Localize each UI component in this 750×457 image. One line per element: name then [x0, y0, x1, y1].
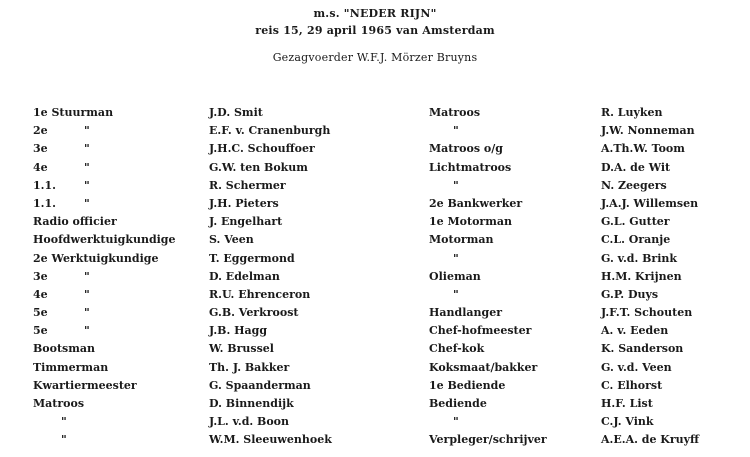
rank-column-left — [33, 104, 203, 450]
crew-rank: " — [453, 251, 459, 265]
crew-name: G. Spaanderman — [209, 378, 311, 392]
crew-rank: Koksmaat/bakker — [429, 360, 538, 374]
crew-name: A. v. Eeden — [601, 324, 669, 338]
crew-rank: 1e Bediende — [429, 378, 506, 392]
rank-label: Hoofdwerktuigkundige — [33, 233, 176, 247]
voyage-line: reis 15, 29 april 1965 van Amsterdam — [255, 24, 495, 37]
crew-rank — [33, 104, 203, 122]
crew-rank: Matroos o/g — [429, 142, 503, 156]
crew-name: K. Sanderson — [601, 342, 684, 356]
crew-rank — [33, 122, 203, 140]
crew-name: J.F.T. Schouten — [601, 306, 693, 320]
name-column-right — [601, 104, 746, 450]
crew-name: G.P. Duys — [601, 287, 659, 301]
crew-name: S. Veen — [209, 233, 254, 247]
crew-name: D. Edelman — [209, 269, 280, 283]
crew-name: J.A.J. Willemsen — [601, 196, 699, 210]
crew-name: C.L. Oranje — [601, 233, 671, 247]
ditto-mark: " — [84, 324, 90, 338]
crew-rank: Chef-kok — [429, 342, 485, 356]
crew-name: W.M. Sleeuwenhoek — [209, 433, 332, 447]
ditto-mark: " — [84, 196, 90, 210]
crew-name: G.B. Verkroost — [209, 306, 299, 320]
rank-label: 3e — [33, 142, 48, 156]
rank-label: 4e — [33, 287, 48, 301]
crew-name: J.D. Smit — [209, 106, 263, 119]
captain-line: Gezagvoerder W.F.J. Mörzer Bruyns — [272, 51, 478, 64]
crew-rank: " — [453, 287, 459, 301]
crew-rank — [33, 304, 203, 322]
crew-rank: Lichtmatroos — [429, 160, 512, 174]
crew-name: D.A. de Wit — [601, 160, 671, 174]
rank-column-right — [429, 104, 589, 450]
crew-name: C. Elhorst — [601, 378, 663, 392]
rank-label: 1.1. — [33, 178, 56, 192]
ditto-mark: " — [61, 433, 67, 447]
crew-name: J.L. v.d. Boon — [209, 415, 290, 429]
rank-label: 5e — [33, 306, 48, 320]
crew-name: R.U. Ehrenceron — [209, 287, 311, 301]
crew-rank: " — [453, 178, 459, 192]
crew-rank — [33, 413, 203, 431]
ditto-mark: " — [84, 124, 90, 138]
crew-rank — [33, 250, 203, 268]
rank-label: Timmerman — [33, 360, 109, 374]
crew-rank — [33, 322, 203, 340]
crew-rank: 2e Bankwerker — [429, 196, 523, 210]
crew-rank: " — [453, 415, 459, 429]
ditto-mark: " — [84, 306, 90, 320]
crew-rank: Verpleger/schrijver — [429, 433, 547, 447]
crew-name: G.L. Gutter — [601, 215, 670, 229]
crew-rank — [33, 140, 203, 158]
crew-name: R. Schermer — [209, 178, 286, 192]
crew-name: J.H.C. Schouffoer — [209, 142, 315, 156]
ditto-mark: " — [84, 269, 90, 283]
crew-name: J.B. Hagg — [209, 324, 268, 338]
rank-label: Radio officier — [33, 215, 117, 229]
ditto-mark: " — [84, 287, 90, 301]
ship-title: m.s. "NEDER RIJN" — [313, 7, 437, 20]
crew-rank — [33, 377, 203, 395]
crew-rank: Chef-hofmeester — [429, 324, 532, 338]
crew-name: J. Engelhart — [209, 215, 283, 229]
crew-rank: Bediende — [429, 397, 487, 410]
crew-name: Th. J. Bakker — [209, 360, 290, 374]
crew-name: D. Binnendijk — [209, 397, 294, 410]
rank-label: 5e — [33, 324, 48, 338]
crew-rank — [33, 177, 203, 195]
crew-name: C.J. Vink — [601, 415, 654, 429]
crew-name: G. v.d. Veen — [601, 360, 672, 374]
crew-rank: Handlanger — [429, 306, 502, 320]
rank-label: 3e — [33, 269, 48, 283]
crew-rank: 1e Motorman — [429, 215, 512, 229]
crew-rank — [33, 195, 203, 213]
rank-label: 2e Werktuigkundige — [33, 251, 159, 265]
crew-name: J.W. Nonneman — [601, 124, 695, 138]
rank-label: 1.1. — [33, 196, 56, 210]
crew-rank: " — [453, 124, 459, 138]
crew-name: R. Luyken — [601, 106, 663, 119]
rank-label: Kwartiermeester — [33, 378, 137, 392]
crew-name: H.M. Krijnen — [601, 269, 682, 283]
crew-name: G.W. ten Bokum — [209, 160, 308, 174]
crew-name: E.F. v. Cranenburgh — [209, 124, 331, 138]
crew-name: N. Zeegers — [601, 178, 667, 192]
rank-label: 2e — [33, 124, 48, 138]
crew-rank — [33, 286, 203, 304]
crew-name: H.F. List — [601, 397, 653, 410]
name-column-left — [209, 104, 409, 450]
rank-label: 4e — [33, 160, 48, 174]
crew-rank — [33, 431, 203, 449]
ditto-mark: " — [84, 160, 90, 174]
crew-rank — [33, 395, 203, 413]
crew-name: A.Th.W. Toom — [601, 142, 685, 156]
crew-name: J.H. Pieters — [209, 196, 279, 210]
rank-label: 1e Stuurman — [33, 106, 114, 119]
crew-rank: Olieman — [429, 269, 481, 283]
ditto-mark: " — [84, 178, 90, 192]
ditto-mark: " — [84, 142, 90, 156]
rank-label: Matroos — [33, 397, 85, 410]
crew-name: G. v.d. Brink — [601, 251, 678, 265]
crew-rank — [33, 268, 203, 286]
crew-rank — [33, 213, 203, 231]
crew-rank — [33, 231, 203, 249]
crew-rank: Motorman — [429, 233, 494, 247]
crew-name: W. Brussel — [209, 342, 274, 356]
crew-rank: Matroos — [429, 106, 481, 119]
ditto-mark: " — [61, 415, 67, 429]
crew-name: A.E.A. de Kruyff — [601, 433, 700, 447]
crew-rank — [33, 340, 203, 358]
crew-rank — [33, 359, 203, 377]
crew-name: T. Eggermond — [209, 251, 295, 265]
crew-rank — [33, 159, 203, 177]
rank-label: Bootsman — [33, 342, 96, 356]
